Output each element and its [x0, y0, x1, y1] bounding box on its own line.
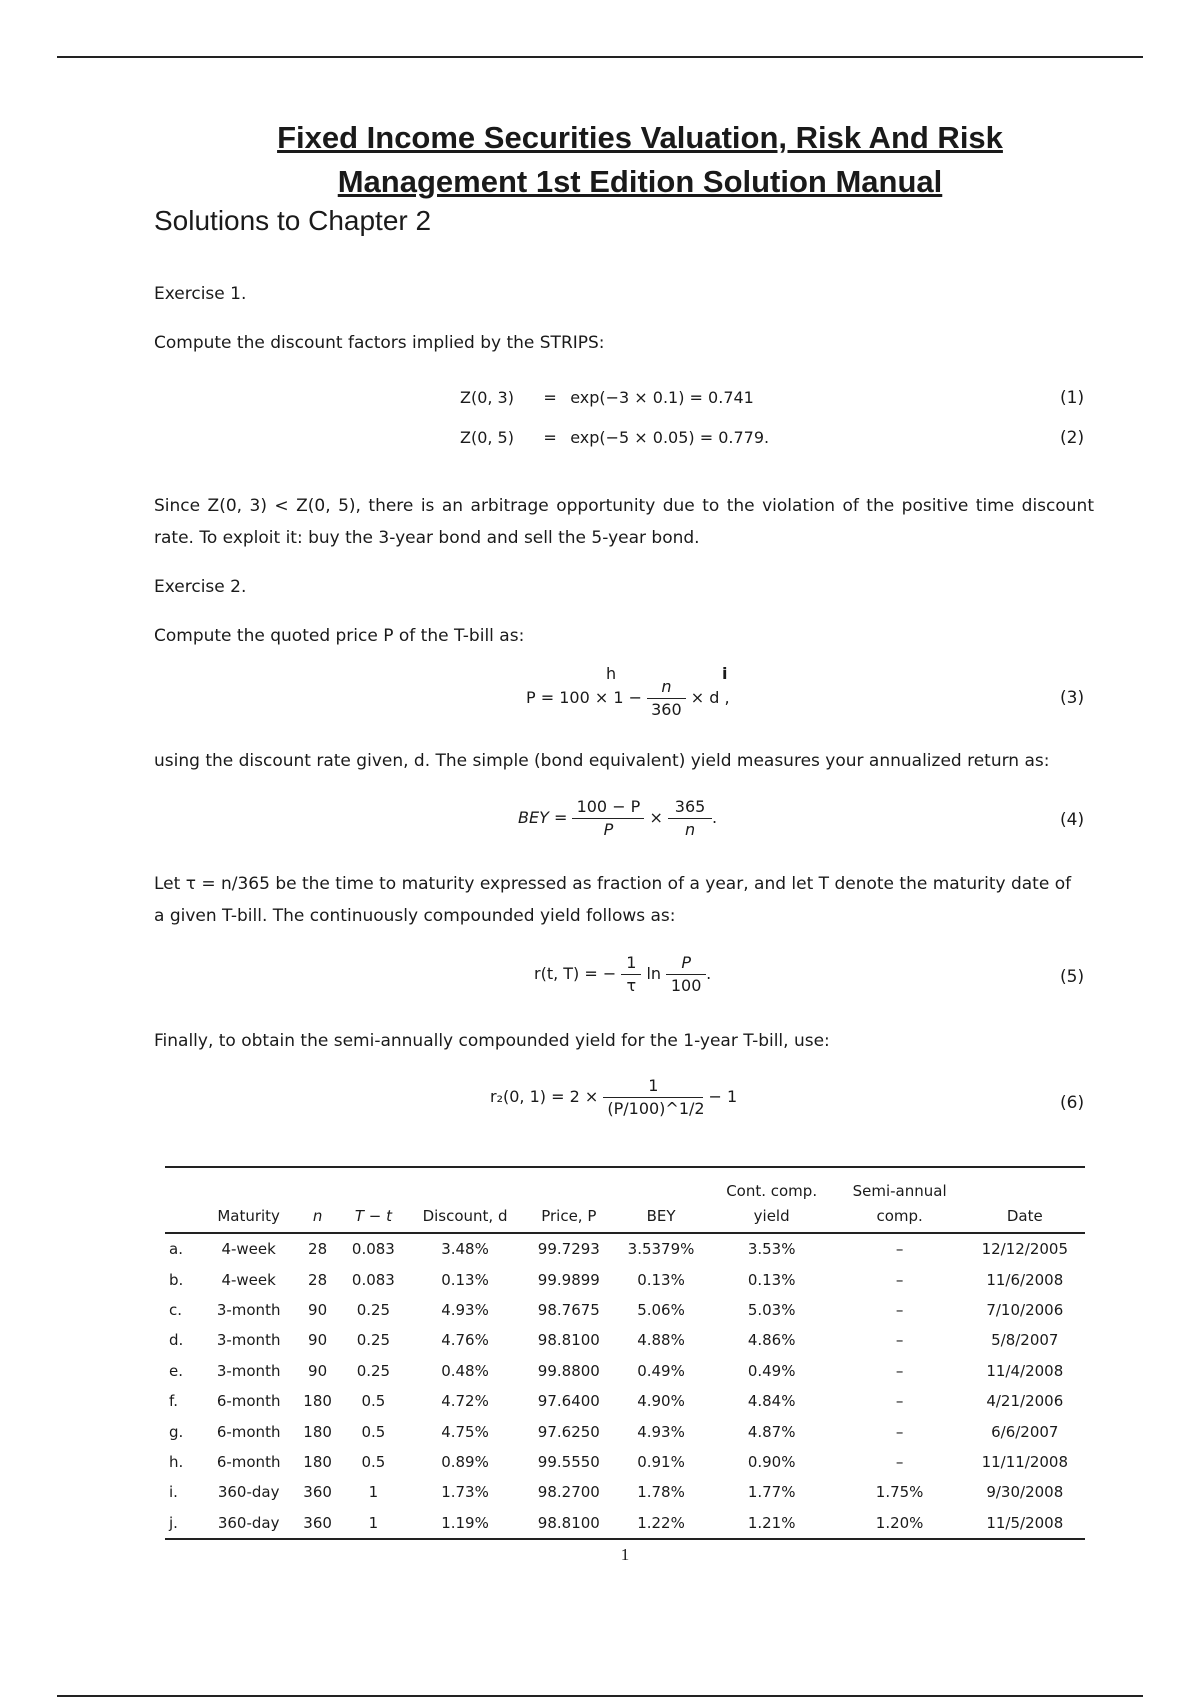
table-cell: b. [169, 1270, 184, 1289]
eq5-f2-den: 100 [670, 976, 702, 995]
table-cell: 0.49% [637, 1361, 685, 1380]
table-cell: 98.7675 [537, 1300, 600, 1319]
table-cell: 3-month [216, 1300, 281, 1319]
table-cell: 97.6400 [537, 1392, 600, 1411]
table-cell: 4.88% [637, 1331, 685, 1350]
table-row [165, 1325, 1085, 1355]
table-cell: 0.49% [747, 1361, 796, 1380]
th-top-3 [341, 1167, 406, 1200]
table-cell: 99.7293 [537, 1240, 600, 1259]
table-cell: – [895, 1422, 904, 1441]
table-cell: 0.91% [637, 1452, 685, 1471]
eq2-op: = [543, 428, 557, 447]
table-cell: 5.06% [637, 1300, 685, 1319]
table-cell: 99.9899 [537, 1270, 600, 1289]
table-row [165, 1356, 1085, 1386]
th-yield: yield [709, 1200, 835, 1233]
eq1-rhs: exp(−3 × 0.1) = 0.741 [570, 388, 754, 407]
exercise-2-heading: Exercise 2. [154, 577, 247, 597]
th-comp: comp. [835, 1200, 965, 1233]
table-cell: 3.53% [747, 1240, 796, 1259]
table-cell: 4-week [221, 1270, 276, 1289]
table-cell: 1.21% [709, 1508, 835, 1539]
equation-2-number: (2) [1060, 428, 1085, 448]
eq3-frac-num: n [647, 676, 686, 699]
eq6-f-num: 1 [603, 1075, 703, 1098]
table-cell: 4.87% [747, 1422, 796, 1441]
th-top-semi-annual: Semi-annual [835, 1167, 965, 1200]
table-row [165, 1416, 1085, 1446]
eq5-lhs: r(t, T) = − [534, 964, 617, 983]
table-cell: 4.93% [637, 1422, 685, 1441]
equation-3-number: (3) [1060, 688, 1085, 708]
table-cell: 11/6/2008 [986, 1270, 1064, 1289]
table-cell: 12/12/2005 [981, 1240, 1069, 1259]
eq5-ln: ln [646, 964, 662, 983]
eq6-f-den: (P/100)^1/2 [607, 1099, 705, 1118]
table-row [165, 1264, 1085, 1294]
table-cell: 0.5 [361, 1452, 386, 1471]
eq6-rhs: − 1 [708, 1087, 738, 1106]
table-cell: 4/21/2006 [986, 1392, 1064, 1411]
eq4-lhs: BEY = [518, 808, 568, 827]
eq4-fraction-2 [668, 796, 712, 841]
exercise-2-after-eq4-line-2: a given T-bill. The continuously compounded yield follows as: [154, 906, 676, 926]
table-cell: 6-month [216, 1452, 281, 1471]
table-cell: 28 [308, 1270, 328, 1289]
table-cell: 180 [303, 1422, 332, 1441]
eq5-end: . [706, 964, 712, 983]
table-cell: c. [169, 1300, 183, 1319]
equation-5 [534, 952, 711, 997]
table-cell: 0.13% [637, 1270, 685, 1289]
table-cell: – [895, 1331, 904, 1350]
table-cell: 1.20% [835, 1508, 965, 1539]
equation-6 [490, 1075, 737, 1120]
eq4-f1-num: 100 − P [572, 796, 644, 819]
eq3-frac-den: 360 [651, 700, 682, 719]
tbill-yields-table [165, 1166, 1085, 1540]
table-cell: 1.77% [747, 1483, 796, 1502]
table-cell: 360-day [203, 1508, 294, 1539]
table-cell: 360 [294, 1508, 341, 1539]
table-cell: 4.90% [637, 1392, 685, 1411]
th-label [165, 1200, 203, 1233]
eq3-fraction [647, 676, 686, 721]
th-top-9 [965, 1167, 1085, 1200]
table-cell: h. [169, 1452, 184, 1471]
table-row [165, 1233, 1085, 1264]
eq5-f1-den: τ [626, 976, 637, 995]
table-cell: 360 [303, 1483, 332, 1502]
table-cell: 0.48% [441, 1361, 489, 1380]
th-top-5 [524, 1167, 613, 1200]
th-top-0 [165, 1167, 203, 1200]
table-cell: 0.083 [351, 1240, 395, 1259]
table-cell: 0.89% [441, 1452, 489, 1471]
table-cell: 97.6250 [537, 1422, 600, 1441]
eq2-lhs: Z(0, 5) [460, 428, 514, 447]
eq4-times: × [649, 808, 663, 827]
page-number: 1 [620, 1545, 630, 1564]
exercise-2-intro: Compute the quoted price P of the T-bill as: [154, 626, 525, 646]
equation-2 [460, 428, 769, 447]
table-cell: – [895, 1270, 904, 1289]
table-cell: 6-month [216, 1392, 281, 1411]
table-cell: 3.5379% [627, 1240, 695, 1259]
table-cell: 4.75% [441, 1422, 489, 1441]
table-cell: – [895, 1392, 904, 1411]
eq4-f1-den: P [603, 820, 614, 839]
table-cell: 0.90% [747, 1452, 796, 1471]
table-cell: 99.8800 [537, 1361, 600, 1380]
eq1-lhs: Z(0, 3) [460, 388, 514, 407]
equation-4-number: (4) [1060, 810, 1085, 830]
exercise-1-intro: Compute the discount factors implied by the STRIPS: [154, 333, 605, 353]
table-cell: e. [169, 1361, 183, 1380]
table-cell: 5/8/2007 [991, 1331, 1059, 1350]
eq6-lhs: r₂(0, 1) = 2 × [490, 1087, 599, 1106]
table-cell: 0.25 [356, 1300, 391, 1319]
th-n: n [294, 1200, 341, 1233]
table-row [165, 1295, 1085, 1325]
eq4-f2-num: 365 [668, 796, 712, 819]
table-cell: 0.5 [361, 1422, 386, 1441]
th-bey: BEY [613, 1200, 708, 1233]
table-row [165, 1477, 1085, 1507]
exercise-1-heading: Exercise 1. [154, 284, 247, 304]
eq5-fraction-1 [621, 952, 641, 997]
table-cell: 1 [368, 1483, 379, 1502]
title-line-2: Management 1st Edition Solution Manual [337, 164, 943, 199]
th-price: Price, P [524, 1200, 613, 1233]
table-row [165, 1386, 1085, 1416]
th-discount: Discount, d [406, 1200, 524, 1233]
table-cell: 11/4/2008 [986, 1361, 1064, 1380]
table-cell: 98.8100 [524, 1508, 613, 1539]
table-cell: j. [165, 1508, 203, 1539]
th-maturity: Maturity [203, 1200, 294, 1233]
table-cell: 7/10/2006 [986, 1300, 1064, 1319]
table-cell: 0.5 [361, 1392, 386, 1411]
table-cell: – [895, 1452, 904, 1471]
table-cell: 3-month [216, 1361, 281, 1380]
equation-5-number: (5) [1060, 967, 1085, 987]
eq5-fraction-2 [666, 952, 706, 997]
table-cell: 4.76% [441, 1331, 489, 1350]
eq1-op: = [543, 388, 557, 407]
th-top-6 [613, 1167, 708, 1200]
equation-6-number: (6) [1060, 1093, 1085, 1113]
eq4-f2-den: n [684, 820, 696, 839]
table-cell: – [895, 1361, 904, 1380]
table-row [165, 1447, 1085, 1477]
table-cell: 5.03% [747, 1300, 796, 1319]
th-top-cont-comp: Cont. comp. [709, 1167, 835, 1200]
table-cell: – [895, 1240, 904, 1259]
exercise-1-conclusion: Since Z(0, 3) < Z(0, 5), there is an arbitrage opportunity due to the violation of the positive time discount rate. To exploit it: buy the 3-year bond and sell the 5-year bond. [154, 496, 1094, 548]
exercise-2-after-eq3: using the discount rate given, d. The simple (bond equivalent) yield measures your annualized return as: [154, 751, 1050, 771]
equation-1 [460, 388, 754, 407]
exercise-2-after-eq5: Finally, to obtain the semi-annually compounded yield for the 1-year T-bill, use: [154, 1031, 830, 1051]
table-row [165, 1508, 1085, 1539]
table-cell: 28 [308, 1240, 328, 1259]
table-cell: a. [169, 1240, 183, 1259]
eq3-bracket-close: i [722, 664, 728, 683]
table-cell: 90 [308, 1361, 328, 1380]
table-cell: 3.48% [441, 1240, 489, 1259]
table-cell: 360-day [217, 1483, 280, 1502]
th-date: Date [965, 1200, 1085, 1233]
table-cell: 0.13% [441, 1270, 489, 1289]
table-cell: 98.2700 [537, 1483, 600, 1502]
table-header-top-row [165, 1167, 1085, 1200]
table-cell: 1.73% [441, 1483, 489, 1502]
bottom-rule [57, 1695, 1143, 1697]
eq6-fraction [603, 1075, 703, 1120]
table-cell: 98.8100 [537, 1331, 600, 1350]
table-header-bottom-row [165, 1200, 1085, 1233]
table-cell: 1 [341, 1508, 406, 1539]
table-cell: 4.86% [747, 1331, 796, 1350]
table-cell: 180 [303, 1392, 332, 1411]
table-cell: 0.25 [356, 1331, 391, 1350]
th-top-2 [294, 1167, 341, 1200]
eq5-f2-num: P [666, 952, 706, 975]
table-cell: 3-month [216, 1331, 281, 1350]
eq4-end: . [712, 808, 718, 827]
table-cell: 4.72% [441, 1392, 489, 1411]
table-cell: g. [169, 1422, 184, 1441]
eq4-fraction-1 [572, 796, 644, 841]
table-cell: 11/11/2008 [981, 1452, 1069, 1471]
table-cell: 4.84% [747, 1392, 796, 1411]
table-cell: 99.5550 [537, 1452, 600, 1471]
th-top-1 [203, 1167, 294, 1200]
top-rule [57, 56, 1143, 58]
table-cell: 90 [308, 1331, 328, 1350]
th-t-minus-t: T − t [341, 1200, 406, 1233]
table-cell: i. [169, 1483, 178, 1502]
table-cell: 4-week [221, 1240, 276, 1259]
table-cell: f. [169, 1392, 178, 1411]
table-cell: 9/30/2008 [986, 1483, 1064, 1502]
table-cell: – [895, 1300, 904, 1319]
table-cell: 11/5/2008 [965, 1508, 1085, 1539]
chapter-heading: Solutions to Chapter 2 [154, 205, 432, 236]
eq5-f1-num: 1 [621, 952, 641, 975]
table-cell: 90 [308, 1300, 328, 1319]
eq3-bracket-open: h [606, 664, 617, 683]
table-cell: 6-month [216, 1422, 281, 1441]
eq3-lhs: P = 100 × 1 − [526, 688, 643, 707]
table-cell: 4.93% [441, 1300, 489, 1319]
title-line-1: Fixed Income Securities Valuation, Risk And Risk [277, 120, 1003, 155]
table-cell: 1.78% [637, 1483, 685, 1502]
table-cell: d. [169, 1331, 184, 1350]
table-cell: 6/6/2007 [991, 1422, 1059, 1441]
table-cell: 1.22% [613, 1508, 708, 1539]
table-cell: 0.13% [747, 1270, 796, 1289]
table-cell: 0.25 [356, 1361, 391, 1380]
th-top-4 [406, 1167, 524, 1200]
equation-4 [518, 796, 717, 841]
eq3-rhs: × d , [690, 688, 730, 707]
equation-1-number: (1) [1060, 388, 1085, 408]
table-cell: 180 [303, 1452, 332, 1471]
table-cell: 1.75% [875, 1483, 924, 1502]
exercise-2-after-eq4-line-1: Let τ = n/365 be the time to maturity expressed as fraction of a year, and let T denote the maturity date of [154, 874, 1072, 894]
table-cell: 1.19% [406, 1508, 524, 1539]
table-cell: 0.083 [351, 1270, 395, 1289]
eq2-rhs: exp(−5 × 0.05) = 0.779. [570, 428, 770, 447]
